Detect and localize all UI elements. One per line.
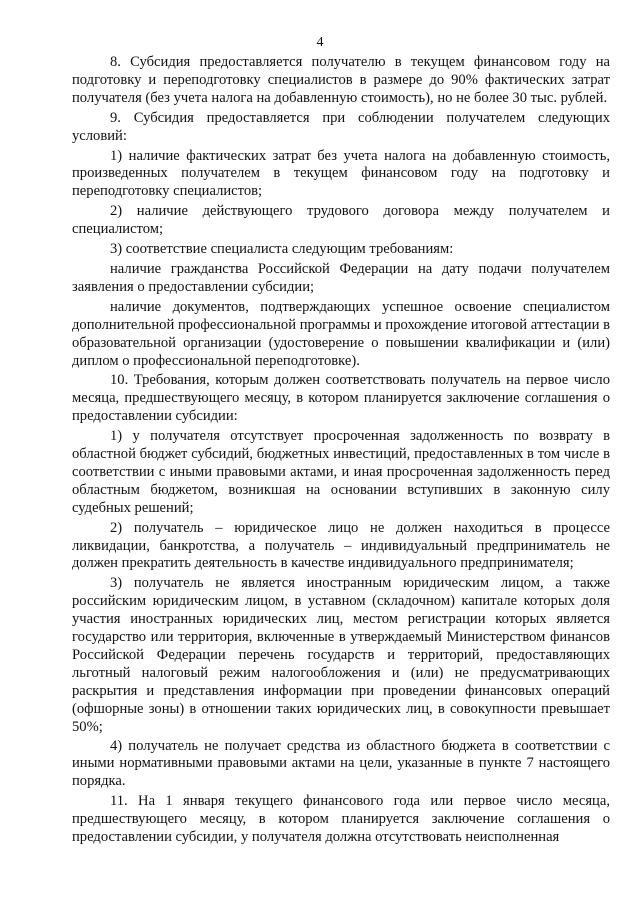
document-body	[72, 54, 610, 849]
paragraph-8: 8. Субсидия предоставляется получателю в текущем финансовом году на подготовку и переподготовку специалистов в размере до 90% фактических затрат получателя (без учета налога на добавленную стоимость), но не более 30 тыс. рублей.	[72, 54, 610, 106]
requirement-citizenship: наличие гражданства Российской Федерации на дату подачи получателем заявления о предоставлении субсидии;	[72, 260, 610, 295]
page-number: 4	[316, 35, 324, 50]
paragraph-10-item-3: 3) получатель не является иностранным юридическим лицом, а также российским юридическим лицом, в уставном (складочном) капитале которых доля участия иностранных юридических лиц, местом регистрации которых является государство или территория, включенные в утверждаемый Министерством финансов Российской Федерации перечень государств и территорий, предоставляющих льготный налоговый режим налогообложения и (или) не предусматривающих раскрытия и представления информации при проведении финансовых операций (офшорные зоны) в отношении таких юридических лиц, в совокупности превышает 50%;	[72, 575, 610, 735]
paragraph-9-item-1: 1) наличие фактических затрат без учета налога на добавленную стоимость, произведенных получателем в текущем финансовом году на подготовку и переподготовку специалистов;	[72, 147, 610, 200]
paragraph-10-item-4: 4) получатель не получает средства из областного бюджета в соответствии с иными нормативными правовыми актами на цели, указанные в пункте 7 настоящего порядка.	[72, 737, 610, 790]
paragraph-10-item-1: 1) у получателя отсутствует просроченная задолженность по возврату в областной бюджет субсидий, бюджетных инвестиций, предоставленных в том числе в соответствии с иными правовыми актами, и иная просроченная задолженность перед областным бюджетом, возникшая на основании вступивших в законную силу судебных решений;	[72, 428, 610, 516]
paragraph-9-item-2: 2) наличие действующего трудового договора между получателем и специалистом;	[72, 203, 610, 238]
paragraph-10: 10. Требования, которым должен соответствовать получатель на первое число месяца, предшествующего месяцу, в котором планируется заключение соглашения о предоставлении субсидии:	[72, 372, 610, 425]
paragraph-10-item-2: 2) получатель – юридическое лицо не должен находиться в процессе ликвидации, банкротства, а получатель – индивидуальный предприниматель не должен прекратить деятельность в качестве индивидуального предпринимателя;	[72, 519, 610, 572]
paragraph-9: 9. Субсидия предоставляется при соблюдении получателем следующих условий:	[72, 109, 610, 144]
requirement-documents: наличие документов, подтверждающих успешное освоение специалистом дополнительной профессиональной программы и прохождение итоговой аттестации в образовательной организации (удостоверение о повышении квалификации и (или) диплом о профессиональной переподготовке).	[72, 298, 610, 369]
paragraph-11: 11. На 1 января текущего финансового года или первое число месяца, предшествующего месяцу, в котором планируется заключение соглашения о предоставлении субсидии, у получателя должна отсутствовать неисполненная	[72, 793, 610, 846]
paragraph-9-item-3: 3) соответствие специалиста следующим требованиям:	[110, 241, 454, 258]
